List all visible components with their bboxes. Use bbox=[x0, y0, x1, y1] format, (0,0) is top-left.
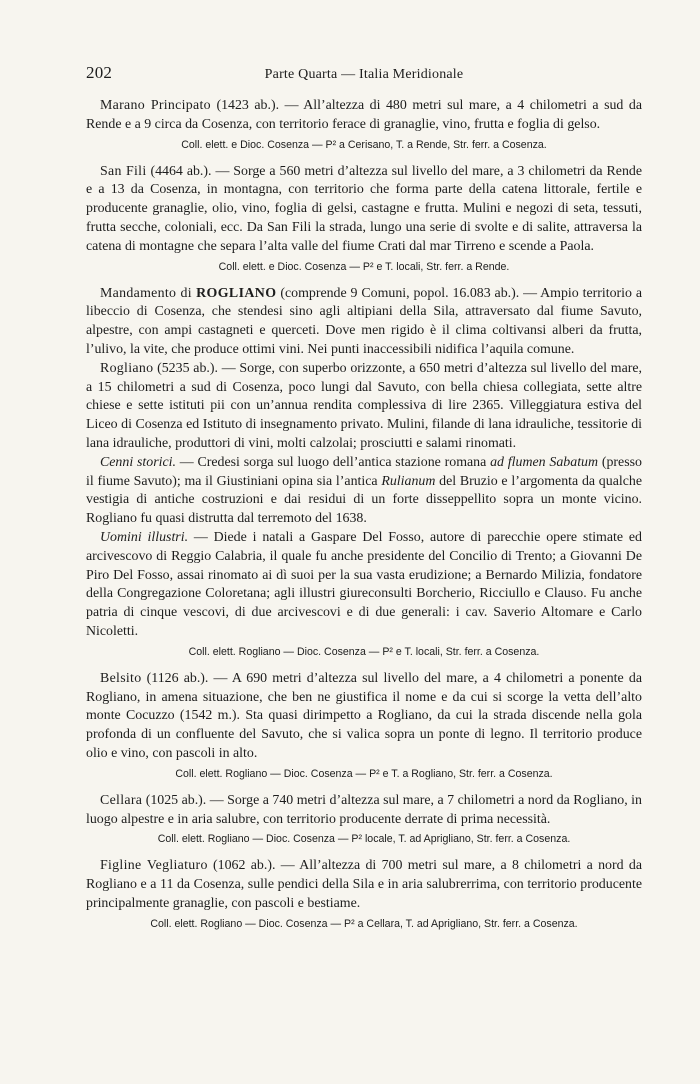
history-text: — Credesi sorga sul luogo dell’antica stazione romana bbox=[175, 454, 491, 470]
collegio-line: Coll. elett. Rogliano — Dioc. Cosenza — P² e T. a Rogliano, Str. ferr. a Cosenza. bbox=[175, 767, 553, 780]
entry-text bbox=[86, 857, 642, 913]
entry-figline-vegliaturo bbox=[86, 857, 642, 931]
collegio-line: Coll. elett. Rogliano — Dioc. Cosenza — P² e T. locali, Str. ferr. a Cosenza. bbox=[188, 645, 540, 658]
entry-text bbox=[86, 670, 642, 764]
page-body bbox=[86, 97, 642, 932]
entry-description: (1062 ab.). — All’altezza di 700 metri sul mare, a 8 chilometri a nord da Rogliano e a 11 da Cosenza, sulle pendici della Sila e in aria salubrerrima, con territorio producente principalmente granaglie, con pascoli e bestiame. bbox=[86, 858, 643, 911]
entry-description: (1126 ab.). — A 690 metri d’altezza sul livello del mare, a 4 chilometri a ponente da Rogliano, in amena situazione, che ben ne giustifica il nome e da cui si scorge la vetta dell’alto monte Cocuzzo (1542 m.). Sta quasi dirimpetto a Rogliano, da cui la strada discende nella gola profonda di un confluente del Savuto, che si valica sopra un ponte di legno. Il territorio produce olio e vino, con pascoli in alto. bbox=[86, 670, 642, 761]
entry-san-fili bbox=[86, 163, 642, 275]
entry-rogliano bbox=[86, 360, 642, 660]
entry-description: (comprende 9 Comuni, popol. 16.083 ab.). — Ampio territorio a libeccio di Cosenza, che stendesi sino agli altipiani della Sila, attraversato dal fiume Savuto, alpestre, con ampi castagneti e querceti. Dove men rigido è il clima coltivansi alberi da frutta, l’ulivo, la vite, che produce ottimi vini. Nei punti inaccessibili nidifica l’aquila comune. bbox=[86, 285, 642, 357]
history-text: del Bruzio e l’argomenta da qualche vestigia di antiche costruzioni e dai residui di un forte disseppellito sopra un monte vicino. Rogliano fu quasi distrutta dal terremoto del 1638. bbox=[86, 473, 642, 527]
entry-cellara bbox=[86, 792, 642, 848]
entry-text bbox=[86, 285, 642, 360]
entry-name: Rogliano bbox=[100, 360, 154, 376]
entry-text bbox=[86, 792, 642, 830]
entry-text bbox=[86, 163, 642, 257]
latin-name: ad flumen Sabatum bbox=[490, 454, 599, 470]
entry-prefix: Mandamento di bbox=[100, 285, 197, 301]
history-text: (presso il fiume Savuto); ma il Giustiniani opina sia l’antica bbox=[86, 454, 642, 489]
collegio-line: Coll. elett. Rogliano — Dioc. Cosenza — P² locale, T. ad Aprigliano, Str. ferr. a Cosenza. bbox=[157, 833, 571, 846]
entry-name: Marano Principato bbox=[100, 98, 211, 113]
entry-text bbox=[86, 97, 642, 135]
page-number: 202 bbox=[86, 63, 113, 82]
entry-name: ROGLIANO bbox=[196, 285, 277, 301]
collegio-line: Coll. elett. Rogliano — Dioc. Cosenza — P² a Cellara, T. ad Aprigliano, Str. ferr. a Cosenza. bbox=[150, 917, 578, 930]
entry-name: San Fili bbox=[100, 163, 147, 179]
entry-description: (5235 ab.). — Sorge, con superbo orizzonte, a 650 metri d’altezza sul livello del mare, a 15 chilometri a sud di Cosenza, poco lungi dal Savuto, con bella chiesa collegiata, sette altre chiese e sette istituti pii con un’annua rendita complessiva di lire 2365. Villeggiatura estiva del Liceo di Cosenza ed Istituto di insegnamento privato. Mulini, filande di lana idrauliche, tessitorie di lana idrauliche, produttori di vini, molti calzolai; prosciutti e salami rinomati. bbox=[86, 360, 642, 451]
illustrious-label: Uomini illustri. bbox=[100, 529, 189, 545]
history-paragraph bbox=[86, 454, 642, 529]
entry-name: Belsito bbox=[100, 670, 142, 686]
entry-description: (1025 ab.). — Sorge a 740 metri d’altezza sul mare, a 7 chilometri a nord da Rogliano, in luogo alpestre e in aria salubre, con territorio producente derrate di prima necessità. bbox=[86, 792, 642, 827]
entry-mandamento-rogliano bbox=[86, 285, 642, 360]
entry-name: Figline Vegliaturo bbox=[100, 858, 208, 874]
entry-text bbox=[86, 360, 642, 454]
illustrious-paragraph bbox=[86, 529, 642, 642]
entry-description: (1423 ab.). — All’altezza di 480 metri sul mare, a 4 chilometri a sud da Rende e a 9 circa da Cosenza, con territorio ferace di granaglie, vino, frutta e foglia di gelso. bbox=[86, 98, 642, 132]
entry-belsito bbox=[86, 670, 642, 782]
collegio-line: Coll. elett. e Dioc. Cosenza — P² a Cerisano, T. a Rende, Str. ferr. a Cosenza. bbox=[181, 138, 547, 151]
running-title: Parte Quarta — Italia Meridionale bbox=[264, 67, 464, 82]
entry-name: Cellara bbox=[100, 792, 143, 808]
entry-marano bbox=[86, 97, 642, 153]
collegio-line: Coll. elett. e Dioc. Cosenza — P² e T. locali, Str. ferr. a Rende. bbox=[218, 260, 510, 273]
latin-name: Rulianum bbox=[381, 473, 436, 489]
illustrious-text: — Diede i natali a Gaspare Del Fosso, autore di parecchie opere stimate ed arcivescovo di Reggio Calabria, il quale fu anche presidente del Concilio di Trento; a Giovanni De Piro Del Fosso, assai rinomato ai dì suoi per la sua vasta erudizione; a Bernardo Milizia, fondatore della Congregazione Coloretana; agli illustri giureconsulti Borcherio, Ricciullo e Clauso. Fu anche patria di cinque vescovi, di due arcivescovi e di due generali: i cav. Saverio Altomare e Carlo Nicoletti. bbox=[86, 529, 642, 639]
history-label: Cenni storici. bbox=[100, 454, 176, 470]
entry-description: (4464 ab.). — Sorge a 560 metri d’altezza sul livello del mare, a 3 chilometri da Rende e a 13 da Cosenza, in montagna, con territorio che forma parte della catena littorale, fertile e producente granaglie, olio, vino, foglia di gelsi, castagne e frutta. Mulini e negozi di seta, tessuti, frutta secche, coloniali, ecc. Da San Fili la strada, lungo una serie di svolte e di salite, attraversa la catena di montagne che separa l’alta valle del fiume Crati dal mar Tirreno e scende a Paola. bbox=[86, 163, 642, 254]
page-header bbox=[86, 63, 642, 97]
